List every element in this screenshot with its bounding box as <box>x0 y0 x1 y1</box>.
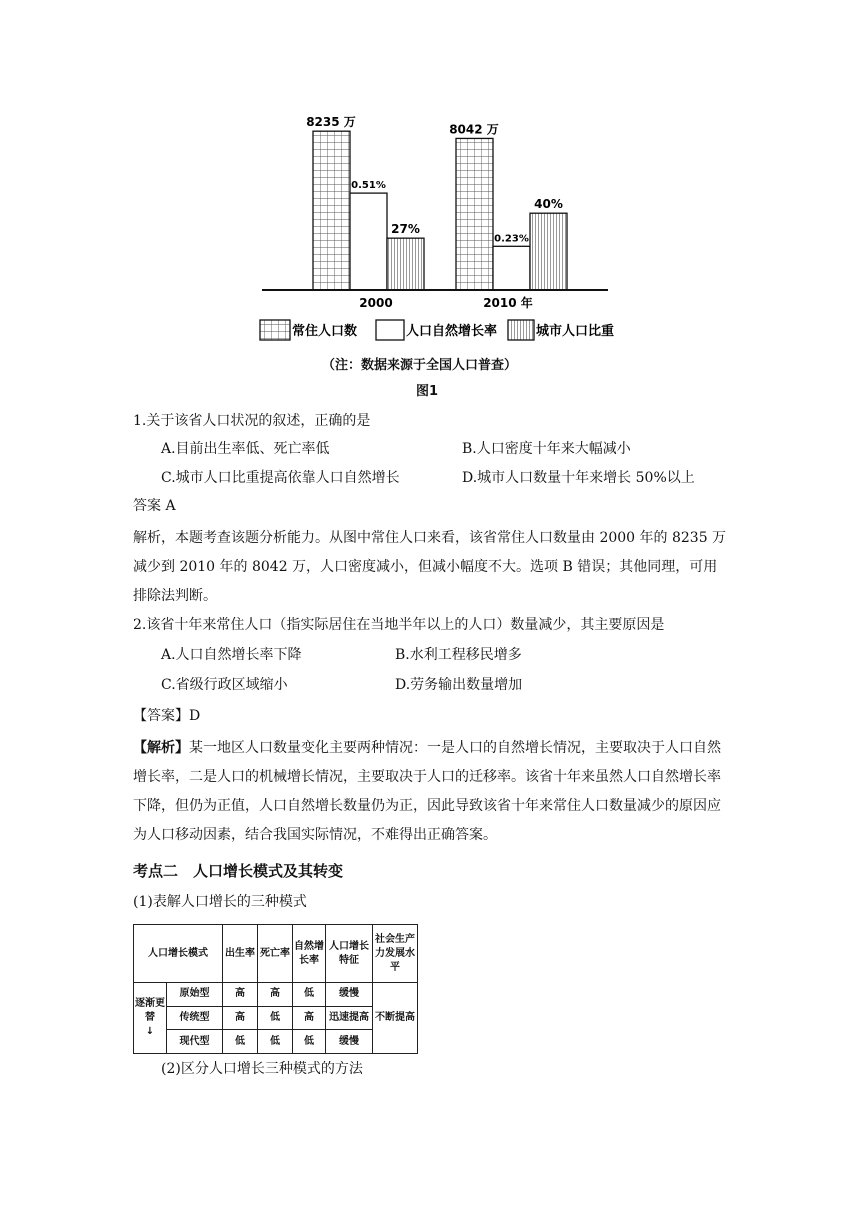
data-label-2-1: 40% <box>534 197 563 212</box>
data-label-1-1: 0.23% <box>494 233 529 245</box>
table-cell: 低 <box>293 1030 326 1054</box>
q1-stem: 1.关于该省人口状况的叙述，正确的是 <box>133 413 371 429</box>
population-mode-table <box>133 924 418 1054</box>
q1-answer: 答案 A <box>133 498 176 514</box>
bar-1-1 <box>493 246 530 290</box>
q2-option-d: D.劳务输出数量增加 <box>395 677 523 693</box>
table-cell: 高 <box>223 983 258 1007</box>
section-sub2: (2)区分人口增长三种模式的方法 <box>161 1061 363 1077</box>
section-sub1: (1)表解人口增长的三种模式 <box>133 894 307 910</box>
q1-option-c: C.城市人口比重提高依靠人口自然增长 <box>161 470 400 486</box>
table-cell: 高 <box>258 983 293 1007</box>
table-cell: 传统型 <box>167 1006 223 1030</box>
table-cell: 低 <box>258 1030 293 1054</box>
table-left-label: 逐渐更替 ↓ <box>134 983 167 1054</box>
legend-label-urban-ratio: 城市人口比重 <box>536 324 615 339</box>
q2-analysis-label: 【解析】 <box>133 740 189 756</box>
bar-0-0 <box>313 131 350 290</box>
q2-answer: 【答案】D <box>133 708 201 724</box>
table-cell: 缓慢 <box>326 1030 373 1054</box>
bar-1-0 <box>350 193 387 290</box>
legend-label-natural-growth: 人口自然增长率 <box>406 324 498 339</box>
q2-analysis-text: 某一地区人口数量变化主要两种情况：一是人口的自然增长情况，主要取决于人口自然增长率，二是人口的机械增长情况，主要取决于人口的迁移率。该省十年来虽然人口自然增长率下降，但仍为正值，人口自然增长数量仍为正，因此导致该省十年来常住人口数量减少的原因应为人口移动因素，结合我国实际情况，不难得出正确答案。 <box>133 740 721 843</box>
chart-caption: 图1 <box>416 384 439 399</box>
legend-swatch-urban-ratio <box>508 320 534 340</box>
table-right-label: 不断提高 <box>373 983 418 1054</box>
table-header-natural: 自然增长率 <box>293 925 326 983</box>
category-label-2000: 2000 <box>359 296 393 310</box>
table-cell: 低 <box>223 1030 258 1054</box>
table-cell: 高 <box>293 1006 326 1030</box>
bar-2-0 <box>387 238 424 290</box>
q1-option-a: A.目前出生率低、死亡率低 <box>161 441 330 457</box>
chart-source-note: （注：数据来源于全国人口普查） <box>322 358 518 373</box>
table-header-feature: 人口增长特征 <box>326 925 373 983</box>
legend-swatch-natural-growth <box>376 320 404 340</box>
table-header-mode: 人口增长模式 <box>134 925 223 983</box>
bar-0-1 <box>456 138 493 290</box>
section-heading: 考点二 人口增长模式及其转变 <box>133 862 344 880</box>
data-label-0-1: 8042 万 <box>449 122 499 137</box>
q1-option-d: D.城市人口数量十年来增长 50%以上 <box>462 470 695 486</box>
table-cell: 低 <box>258 1006 293 1030</box>
data-label-0-0: 8235 万 <box>306 115 356 130</box>
table-cell: 低 <box>293 983 326 1007</box>
category-label-2010: 2010 年 <box>483 296 533 310</box>
legend-label-resident-population: 常住人口数 <box>292 324 358 339</box>
data-label-1-0: 0.51% <box>351 180 386 192</box>
data-label-2-0: 27% <box>391 222 420 237</box>
q1-option-b: B.人口密度十年来大幅减小 <box>462 441 631 457</box>
q2-option-a: A.人口自然增长率下降 <box>161 647 302 663</box>
q1-analysis: 解析，本题考查该题分析能力。从图中常住人口来看，该省常住人口数量由 2000 年的 8235 万减少到 2010 年的 8042 万，人口密度减小，但减小幅度不大。选项 B 错误；其他同理，可用排除法判断。 <box>133 530 727 604</box>
table-cell: 缓慢 <box>326 983 373 1007</box>
table-header-birth: 出生率 <box>223 925 258 983</box>
table-cell: 原始型 <box>167 983 223 1007</box>
q2-option-b: B.水利工程移民增多 <box>395 647 522 663</box>
q2-stem: 2.该省十年来常住人口（指实际居住在当地半年以上的人口）数量减少，其主要原因是 <box>133 617 665 633</box>
table-header-productivity: 社会生产力发展水平 <box>373 925 418 983</box>
q2-option-c: C.省级行政区域缩小 <box>161 677 288 693</box>
table-header-death: 死亡率 <box>258 925 293 983</box>
legend-swatch-resident-population <box>260 320 290 340</box>
bar-2-1 <box>530 213 567 290</box>
population-bar-chart <box>250 100 630 360</box>
table-cell: 高 <box>223 1006 258 1030</box>
q2-analysis <box>133 734 729 850</box>
table-cell: 迅速提高 <box>326 1006 373 1030</box>
table-cell: 现代型 <box>167 1030 223 1054</box>
